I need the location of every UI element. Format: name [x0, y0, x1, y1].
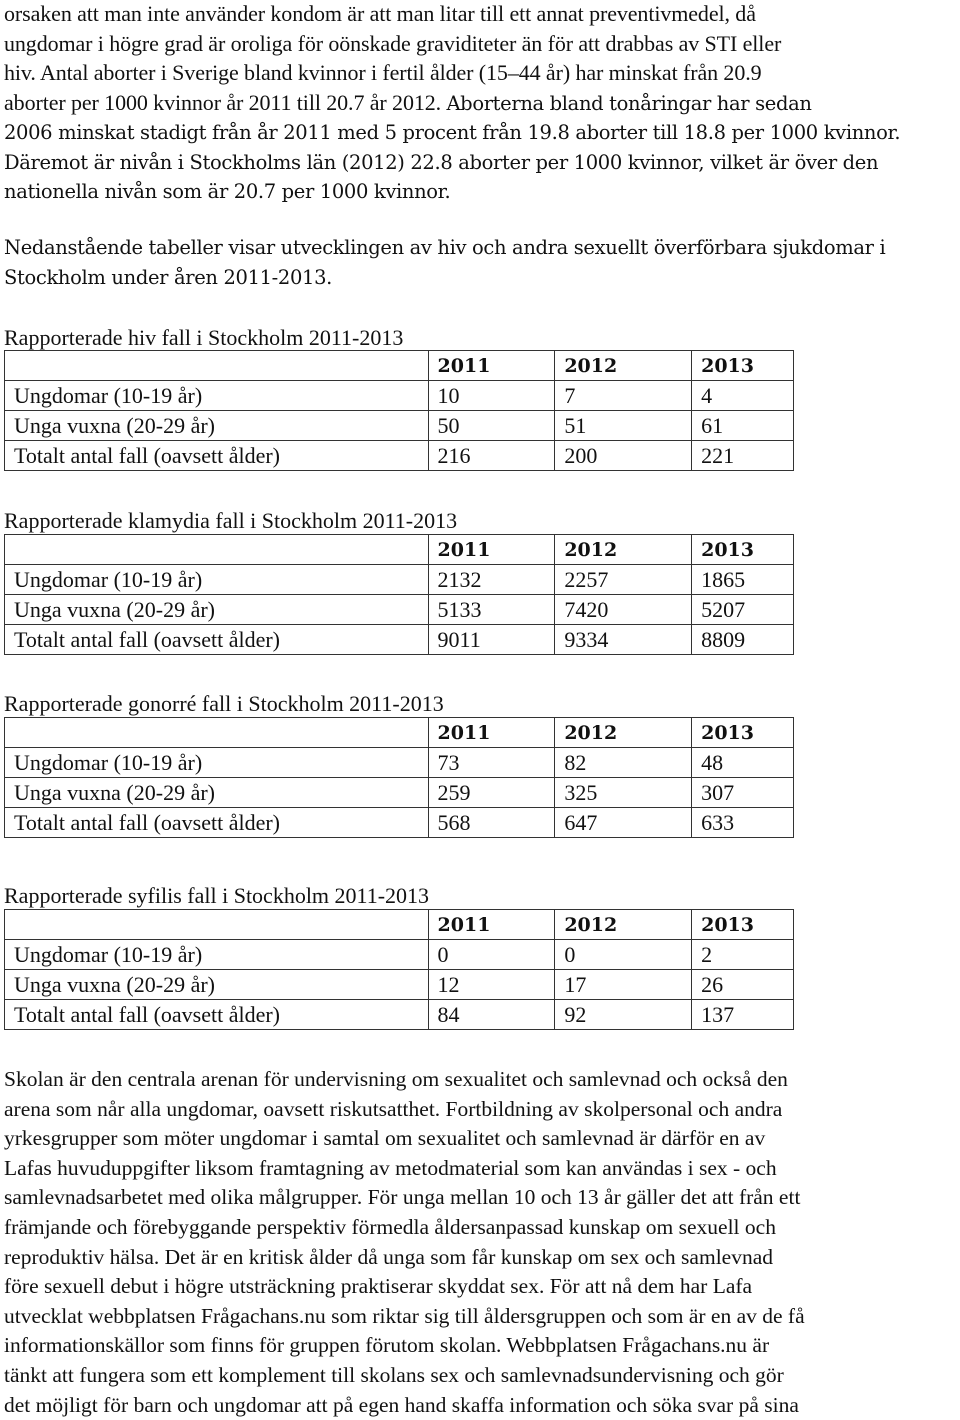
closing-line: Skolan är den centrala arenan för undervisning om sexualitet och samlevnad och också den — [4, 1067, 788, 1091]
year-header: 2011 — [428, 535, 555, 565]
cell-value: 633 — [692, 808, 794, 838]
cell-value: 50 — [428, 411, 555, 441]
cell-value: 73 — [428, 748, 555, 778]
table-corner-cell — [5, 535, 429, 565]
cell-value: 82 — [555, 748, 692, 778]
row-label: Totalt antal fall (oavsett ålder) — [5, 1000, 429, 1030]
row-label: Totalt antal fall (oavsett ålder) — [5, 441, 429, 471]
cell-value: 325 — [555, 778, 692, 808]
year-header: 2011 — [428, 910, 555, 940]
year-header: 2011 — [428, 351, 555, 381]
cell-value: 9334 — [555, 625, 692, 655]
closing-line: det möjligt för barn och ungdomar att på egen hand skaffa information och söka svar på sina — [4, 1392, 799, 1417]
intro-line: hiv. Antal aborter i Sverige bland kvinnor i fertil ålder (15–44 år) har minskat från 20.9 — [4, 60, 762, 85]
table-header-row — [5, 910, 794, 940]
closing-line: Lafas huvuduppgifter liksom framtagning av metodmaterial som kan användas i sex - och — [4, 1155, 777, 1180]
row-label: Ungdomar (10-19 år) — [5, 381, 429, 411]
intro-paragraph — [4, 0, 956, 207]
table-row — [5, 381, 794, 411]
cell-value: 0 — [428, 940, 555, 970]
lead-line: Stockholm under åren 2011-2013. — [4, 265, 332, 289]
cell-value: 51 — [555, 411, 692, 441]
cell-value: 9011 — [428, 625, 555, 655]
table-row — [5, 1000, 794, 1030]
intro-line: orsaken att man inte använder kondom är att man litar till ett annat preventivmedel, då — [4, 1, 756, 26]
cell-value: 200 — [555, 441, 692, 471]
table-corner-cell — [5, 910, 429, 940]
cell-value: 17 — [555, 970, 692, 1000]
year-header: 2012 — [555, 910, 692, 940]
closing-line: yrkesgrupper som möter ungdomar i samtal om sexualitet och samlevnad är därför en av — [4, 1126, 766, 1151]
closing-line: utvecklat webbplatsen Frågachans.nu som riktar sig till åldersgruppen och som är en av de få — [4, 1303, 805, 1328]
table-gonorre — [4, 717, 794, 838]
closing-paragraph — [4, 1065, 956, 1420]
intro-line: ungdomar i högre grad är oroliga för oönskade graviditeter än för att drabbas av STI eller — [4, 30, 782, 56]
table-row — [5, 940, 794, 970]
intro-line: 2006 minskat stadigt från år 2011 med 5 procent från 19.8 aborter till 18.8 per 1000 kvinnor. — [4, 121, 901, 144]
row-label: Ungdomar (10-19 år) — [5, 940, 429, 970]
year-header: 2013 — [692, 535, 794, 565]
cell-value: 137 — [692, 1000, 794, 1030]
table-klamydia — [4, 534, 794, 655]
cell-value: 5207 — [692, 595, 794, 625]
closing-line: samlevnadsarbetet med olika målgrupper. För unga mellan 10 och 13 år gäller det att från ett — [4, 1185, 801, 1210]
year-header: 2012 — [555, 718, 692, 748]
year-header: 2012 — [555, 351, 692, 381]
cell-value: 84 — [428, 1000, 555, 1030]
row-label: Ungdomar (10-19 år) — [5, 565, 429, 595]
table-row — [5, 565, 794, 595]
cell-value: 307 — [692, 778, 794, 808]
closing-line: arena som når alla ungdomar, oavsett riskutsatthet. Fortbildning av skolpersonal och andra — [4, 1096, 783, 1121]
cell-value: 647 — [555, 808, 692, 838]
intro-line — [4, 88, 956, 119]
cell-value: 7 — [555, 381, 692, 411]
table-caption-hiv: Rapporterade hiv fall i Stockholm 2011-2013 — [4, 325, 404, 350]
cell-value: 61 — [692, 411, 794, 441]
table-row — [5, 778, 794, 808]
table-caption-syfilis: Rapporterade syfilis fall i Stockholm 2011-2013 — [4, 883, 430, 908]
table-row — [5, 595, 794, 625]
table-row — [5, 748, 794, 778]
lead-paragraph — [4, 233, 956, 292]
cell-value: 568 — [428, 808, 555, 838]
cell-value: 4 — [692, 381, 794, 411]
table-caption-gonorre: Rapporterade gonorré fall i Stockholm 2011-2013 — [4, 691, 444, 716]
cell-value: 12 — [428, 970, 555, 1000]
cell-value: 2 — [692, 940, 794, 970]
row-label: Unga vuxna (20-29 år) — [5, 595, 429, 625]
table-row — [5, 970, 794, 1000]
cell-value: 92 — [555, 1000, 692, 1030]
year-header: 2012 — [555, 535, 692, 565]
cell-value: 10 — [428, 381, 555, 411]
table-row — [5, 808, 794, 838]
cell-value: 5133 — [428, 595, 555, 625]
row-label: Totalt antal fall (oavsett ålder) — [5, 808, 429, 838]
row-label: Unga vuxna (20-29 år) — [5, 411, 429, 441]
cell-value: 1865 — [692, 565, 794, 595]
table-caption-klamydia: Rapporterade klamydia fall i Stockholm 2011-2013 — [4, 508, 458, 533]
closing-line: tänkt att fungera som ett komplement till skolans sex och samlevnadsundervisning och gör — [4, 1362, 784, 1387]
cell-value: 8809 — [692, 625, 794, 655]
cell-value: 2257 — [555, 565, 692, 595]
closing-line: reproduktiv hälsa. Det är en kritisk ålder då unga som får kunskap om sex och samlevnad — [4, 1244, 774, 1269]
intro-line-part: Aborterna bland tonåringar har sedan — [446, 91, 812, 115]
table-row — [5, 441, 794, 471]
row-label: Unga vuxna (20-29 år) — [5, 970, 429, 1000]
table-syfilis — [4, 909, 794, 1030]
cell-value: 259 — [428, 778, 555, 808]
table-hiv — [4, 350, 794, 471]
table-corner-cell — [5, 718, 429, 748]
intro-line: nationella nivån som är 20.7 per 1000 kvinnor. — [4, 180, 451, 203]
cell-value: 216 — [428, 441, 555, 471]
intro-line: Däremot är nivån i Stockholms län (2012) 22.8 aborter per 1000 kvinnor, vilket är över den — [4, 150, 879, 174]
closing-line: främjande och förebyggande perspektiv förmedla åldersanpassad kunskap om sexuell och — [4, 1214, 776, 1239]
year-header: 2013 — [692, 910, 794, 940]
cell-value: 7420 — [555, 595, 692, 625]
table-header-row — [5, 351, 794, 381]
table-header-row — [5, 718, 794, 748]
cell-value: 26 — [692, 970, 794, 1000]
cell-value: 221 — [692, 441, 794, 471]
lead-line: Nedanstående tabeller visar utvecklingen av hiv och andra sexuellt överförbara sjukdomar i — [4, 236, 886, 259]
intro-line-part: aborter per 1000 kvinnor år 2011 till 20.7 år 2012. — [4, 89, 447, 115]
table-corner-cell — [5, 351, 429, 381]
closing-line: före sexuell debut i högre utsträckning praktiserar skyddat sex. För att nå dem har Lafa — [4, 1274, 753, 1299]
cell-value: 48 — [692, 748, 794, 778]
cell-value: 0 — [555, 940, 692, 970]
closing-line: informationskällor som finns för gruppen förutom skolan. Webbplatsen Frågachans.nu är — [4, 1333, 770, 1358]
cell-value: 2132 — [428, 565, 555, 595]
year-header: 2013 — [692, 718, 794, 748]
row-label: Ungdomar (10-19 år) — [5, 748, 429, 778]
table-header-row — [5, 535, 794, 565]
table-row — [5, 411, 794, 441]
year-header: 2013 — [692, 351, 794, 381]
row-label: Unga vuxna (20-29 år) — [5, 778, 429, 808]
row-label: Totalt antal fall (oavsett ålder) — [5, 625, 429, 655]
table-row — [5, 625, 794, 655]
year-header: 2011 — [428, 718, 555, 748]
